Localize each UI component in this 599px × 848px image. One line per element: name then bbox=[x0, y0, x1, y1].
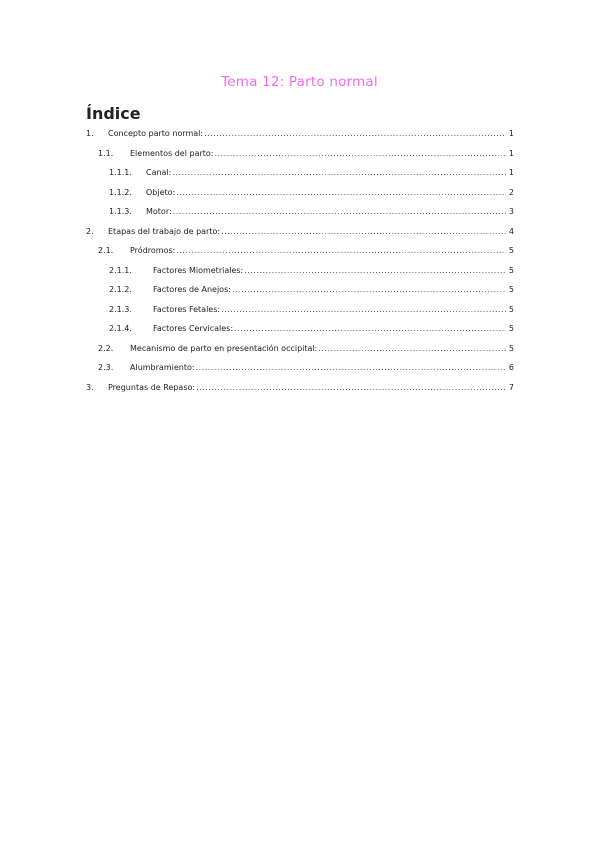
toc-entry-page: 5 bbox=[508, 265, 514, 275]
toc-entry[interactable] bbox=[86, 124, 514, 144]
toc-leader-dots bbox=[175, 246, 506, 255]
toc-leader-dots bbox=[233, 324, 506, 333]
toc-entry-number: 2.1.1. bbox=[109, 265, 132, 275]
toc-leader-dots bbox=[214, 149, 507, 158]
toc-entry-number: 2.1. bbox=[98, 246, 114, 256]
toc-entry-label: Concepto parto normal: bbox=[108, 129, 204, 139]
toc-entry-number: 2.3. bbox=[98, 363, 114, 373]
toc-entry-number: 3. bbox=[86, 382, 94, 392]
toc-entry-label: Pródromos: bbox=[130, 246, 176, 256]
toc-entry-page: 5 bbox=[508, 285, 514, 295]
toc-entry-label: Alumbramiento: bbox=[130, 363, 195, 373]
toc-entry[interactable] bbox=[98, 144, 514, 164]
toc-entry-page: 5 bbox=[508, 304, 514, 314]
toc-entry-number: 1.1. bbox=[98, 148, 114, 158]
toc-entry-page: 5 bbox=[508, 343, 514, 353]
toc-entry-label: Factores Cervicales: bbox=[153, 324, 234, 334]
toc-entry[interactable] bbox=[109, 261, 514, 281]
toc-leader-dots bbox=[317, 344, 506, 353]
toc-entry-page: 6 bbox=[508, 363, 514, 373]
toc-entry-number: 2.1.3. bbox=[109, 304, 132, 314]
toc-leader-dots bbox=[203, 129, 506, 138]
toc-entry-page: 3 bbox=[508, 207, 514, 217]
toc-entry[interactable] bbox=[98, 241, 514, 261]
toc-entry-number: 2.1.2. bbox=[109, 285, 132, 295]
toc-leader-dots bbox=[243, 266, 506, 275]
toc-entry-number: 1.1.1. bbox=[109, 168, 132, 178]
toc-entry-page: 7 bbox=[508, 382, 514, 392]
toc-entry-label: Factores Fetales: bbox=[153, 304, 221, 314]
toc-entry[interactable] bbox=[109, 202, 514, 222]
toc-entry-label: Preguntas de Repaso: bbox=[108, 382, 196, 392]
toc-entry-label: Factores Miometriales: bbox=[153, 265, 244, 275]
toc-entry-page: 1 bbox=[508, 168, 514, 178]
document-title: Tema 12: Parto normal bbox=[221, 74, 378, 90]
toc-leader-dots bbox=[195, 363, 506, 372]
toc-entry-number: 1.1.3. bbox=[109, 207, 132, 217]
toc-leader-dots bbox=[171, 168, 506, 177]
toc-entry-number: 1.1.2. bbox=[109, 187, 132, 197]
toc-leader-dots bbox=[172, 207, 506, 216]
toc-leader-dots bbox=[195, 383, 506, 392]
table-of-contents bbox=[86, 124, 514, 397]
toc-entry-label: Objeto: bbox=[146, 187, 176, 197]
toc-entry[interactable] bbox=[109, 280, 514, 300]
toc-entry-label: Canal: bbox=[146, 168, 172, 178]
toc-entry-label: Mecanismo de parto en presentación occipital: bbox=[130, 343, 318, 353]
toc-entry-label: Elementos del parto: bbox=[130, 148, 214, 158]
toc-entry-page: 4 bbox=[508, 226, 514, 236]
toc-entry[interactable] bbox=[109, 183, 514, 203]
toc-entry[interactable] bbox=[86, 378, 514, 398]
toc-entry[interactable] bbox=[109, 300, 514, 320]
toc-heading: Índice bbox=[86, 104, 141, 123]
toc-entry[interactable] bbox=[98, 339, 514, 359]
toc-entry-number: 2.2. bbox=[98, 343, 114, 353]
toc-leader-dots bbox=[175, 188, 506, 197]
toc-entry-page: 1 bbox=[508, 129, 514, 139]
toc-leader-dots bbox=[220, 227, 506, 236]
toc-leader-dots bbox=[220, 305, 506, 314]
toc-entry-label: Factores de Anejos: bbox=[153, 285, 231, 295]
toc-entry-page: 2 bbox=[508, 187, 514, 197]
toc-leader-dots bbox=[231, 285, 506, 294]
toc-entry-number: 1. bbox=[86, 129, 94, 139]
toc-entry-label: Etapas del trabajo de parto: bbox=[108, 226, 221, 236]
toc-entry-page: 1 bbox=[508, 148, 514, 158]
toc-entry[interactable] bbox=[109, 319, 514, 339]
toc-entry-page: 5 bbox=[508, 246, 514, 256]
toc-entry[interactable] bbox=[98, 358, 514, 378]
toc-entry-number: 2.1.4. bbox=[109, 324, 132, 334]
toc-entry[interactable] bbox=[109, 163, 514, 183]
toc-entry-number: 2. bbox=[86, 226, 94, 236]
toc-entry-label: Motor: bbox=[146, 207, 172, 217]
toc-entry-page: 5 bbox=[508, 324, 514, 334]
toc-entry[interactable] bbox=[86, 222, 514, 242]
